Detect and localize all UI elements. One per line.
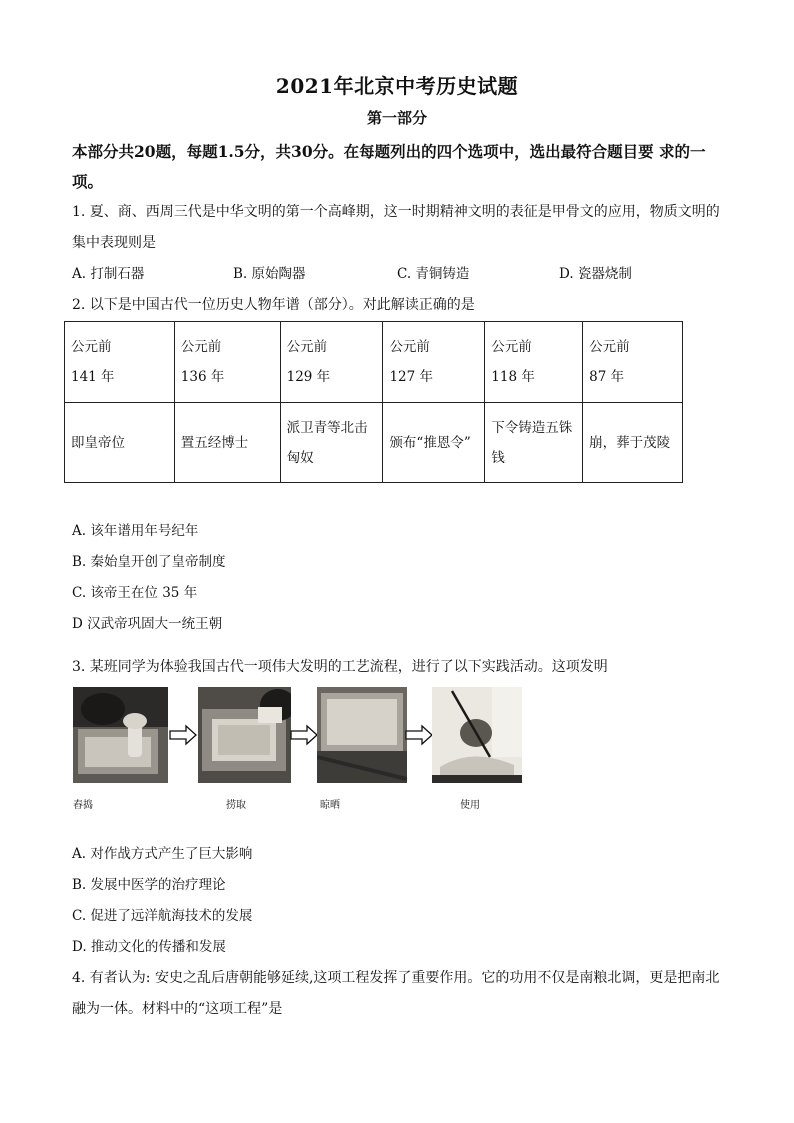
arrow-right-icon (169, 724, 197, 746)
table-row-events (65, 403, 683, 483)
caption-drying: 晾晒 (320, 800, 340, 811)
page-title: 2021年北京中考历史试题 (275, 74, 519, 98)
q1-stem-line1: 1. 夏、商、西周三代是中华文明的第一个高峰期，这一时期精神文明的表征是甲骨文的应用，物质文明的 (72, 204, 720, 220)
table-cell-event: 派卫青等北击匈奴 (280, 403, 383, 483)
caption-pounding: 舂捣 (73, 800, 93, 811)
q1-option-d: D. 瓷器烧制 (559, 266, 632, 282)
photo-scooping (198, 687, 291, 783)
table-row-years (65, 322, 683, 403)
q2-option-a: A. 该年谱用年号纪年 (72, 523, 199, 539)
table-cell-year: 公元前 129 年 (280, 322, 383, 403)
q1-stem-line2: 集中表现则是 (72, 235, 156, 251)
q3-option-b: B. 发展中医学的治疗理论 (72, 877, 226, 893)
table-cell-year: 公元前 118 年 (485, 322, 583, 403)
q2-option-c: C. 该帝王在位 35 年 (72, 585, 198, 601)
q1-option-b: B. 原始陶器 (233, 266, 306, 282)
caption-scooping: 捞取 (226, 800, 246, 811)
q4-stem-line1: 4. 有者认为: 安史之乱后唐朝能够延续,这项工程发挥了重要作用。它的功用不仅是南粮北调，更是把南北 (72, 970, 720, 986)
q3-stem: 3. 某班同学为体验我国古代一项伟大发明的工艺流程，进行了以下实践活动。这项发明 (72, 659, 608, 675)
q4-stem-line2: 融为一体。材料中的“这项工程”是 (72, 1001, 283, 1017)
timeline-table (64, 321, 683, 483)
table-cell-event: 崩，葬于茂陵 (583, 403, 683, 483)
photo-pounding (73, 687, 168, 783)
q3-option-a: A. 对作战方式产生了巨大影响 (72, 846, 253, 862)
photo-using (432, 687, 522, 783)
q3-option-c: C. 促进了远洋航海技术的发展 (72, 908, 253, 924)
table-cell-year: 公元前 127 年 (383, 322, 485, 403)
table-cell-event: 下令铸造五铢钱 (485, 403, 583, 483)
arrow-right-icon (405, 724, 433, 746)
q1-option-a: A. 打制石器 (72, 266, 145, 282)
q2-stem: 2. 以下是中国古代一位历史人物年谱（部分）。对此解读正确的是 (72, 297, 475, 313)
table-cell-year: 公元前 87 年 (583, 322, 683, 403)
photo-drying (317, 687, 407, 783)
arrow-right-icon (290, 724, 318, 746)
table-cell-event: 置五经博士 (174, 403, 280, 483)
q2-option-b: B. 秦始皇开创了皇帝制度 (72, 554, 226, 570)
table-cell-event: 即皇帝位 (65, 403, 175, 483)
q1-option-c: C. 青铜铸造 (397, 266, 470, 282)
q2-option-d: D 汉武帝巩固大一统王朝 (72, 616, 223, 632)
table-cell-year: 公元前 136 年 (174, 322, 280, 403)
section-heading: 第一部分 (366, 109, 427, 127)
table-cell-year: 公元前 141 年 (65, 322, 175, 403)
section-instructions: 本部分共20题，每题1.5分，共30分。在每题列出的四个选项中，选出最符合题目要 求的一项。 (72, 142, 706, 191)
table-cell-event: 颁布“推恩令” (383, 403, 485, 483)
caption-using: 使用 (460, 800, 480, 811)
q3-option-d: D. 推动文化的传播和发展 (72, 939, 226, 955)
